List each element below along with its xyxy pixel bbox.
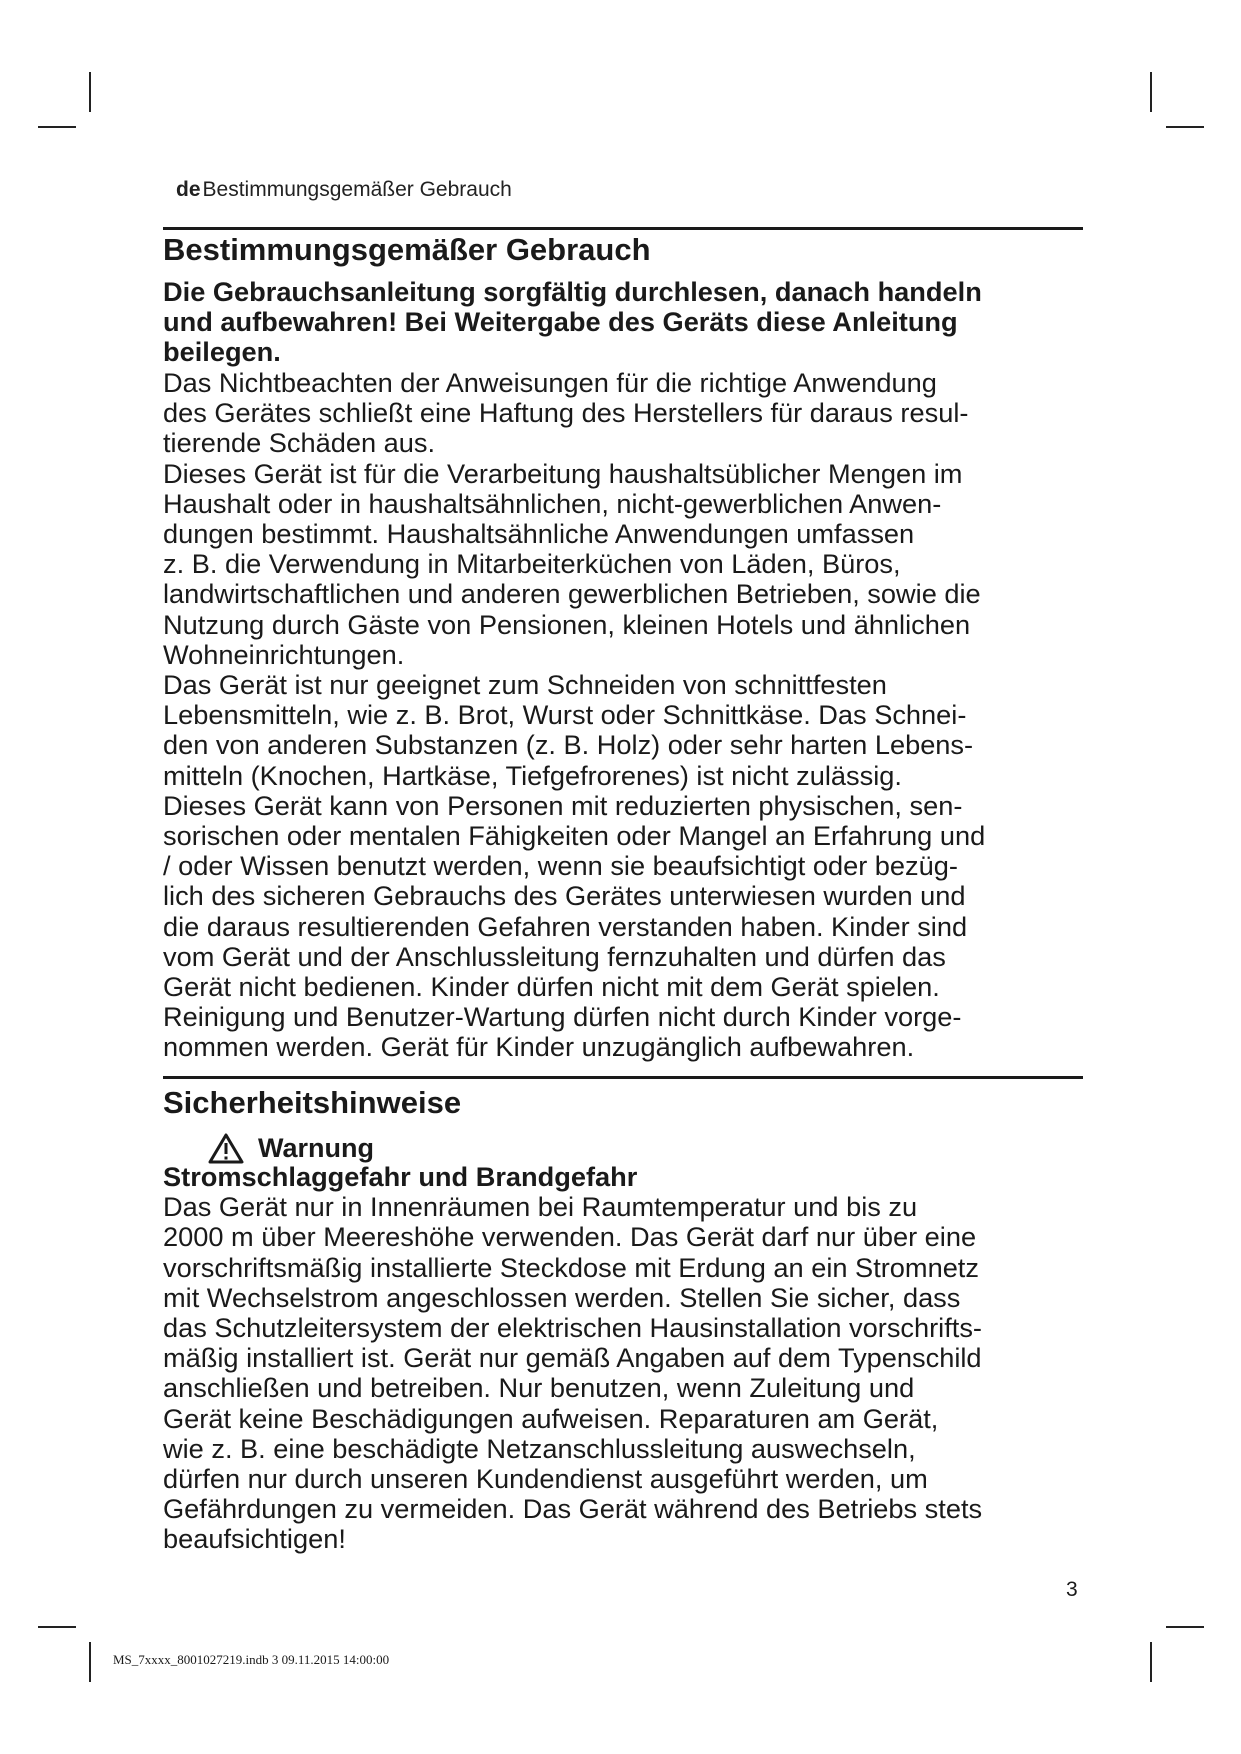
body-line: Dieses Gerät kann von Personen mit reduzierten physischen, sen- (163, 789, 963, 821)
body-line: wie z. B. eine beschädigte Netzanschlussleitung auswechseln, (163, 1432, 916, 1464)
crop-mark-top-right-vertical (1150, 72, 1152, 112)
body-line: Gerät keine Beschädigungen aufweisen. Reparaturen am Gerät, (163, 1402, 939, 1434)
hazard-block (163, 1162, 1093, 1555)
body-line: die daraus resultierenden Gefahren verstanden haben. Kinder sind (163, 910, 968, 942)
body-line: Nutzung durch Gäste von Pensionen, kleinen Hotels und ähnlichen (163, 608, 971, 640)
section-rule-2 (163, 1076, 1083, 1079)
body-line: mitteln (Knochen, Hartkäse, Tiefgefrorenes) ist nicht zulässig. (163, 759, 902, 791)
body-line: Das Gerät nur in Innenräumen bei Raumtemperatur und bis zu (163, 1191, 918, 1223)
body-line: vorschriftsmäßig installierte Steckdose mit Erdung an ein Stromnetz (163, 1251, 979, 1283)
running-title: Bestimmungsgemäßer Gebrauch (202, 178, 512, 201)
intro-line: beilegen. (163, 336, 281, 368)
body-line: mit Wechselstrom angeschlossen werden. Stellen Sie sicher, dass (163, 1281, 961, 1313)
body-line: Das Nichtbeachten der Anweisungen für die richtige Anwendung (163, 367, 937, 398)
crop-mark-bottom-left-horizontal (38, 1626, 76, 1628)
body-line: dungen bestimmt. Haushaltsähnliche Anwendungen umfassen (163, 518, 915, 550)
usage-intro (163, 277, 1093, 368)
body-line: den von anderen Substanzen (z. B. Holz) oder sehr harten Lebens- (163, 729, 974, 761)
body-line: tierende Schäden aus. (163, 427, 436, 459)
intro-line: Die Gebrauchsanleitung sorgfältig durchlesen, danach handeln (163, 276, 982, 307)
body-line: dürfen nur durch unseren Kundendienst ausgeführt werden, um (163, 1463, 928, 1495)
body-line: Lebensmitteln, wie z. B. Brot, Wurst oder Schnittkäse. Das Schnei- (163, 699, 967, 731)
warning-label: Warnung (258, 1132, 374, 1163)
body-line: vom Gerät und der Anschlussleitung fernzuhalten und dürfen das (163, 940, 946, 972)
body-line: Gefährdungen zu vermeiden. Das Gerät während des Betriebs stets (163, 1493, 983, 1525)
body-line: nommen werden. Gerät für Kinder unzugänglich aufbewahren. (163, 1031, 915, 1063)
crop-mark-bottom-right-vertical (1150, 1642, 1152, 1682)
body-line: anschließen und betreiben. Nur benutzen, wenn Zuleitung und (163, 1372, 915, 1404)
body-line: beaufsichtigen! (163, 1523, 346, 1555)
body-line: landwirtschaftlichen und anderen gewerblichen Betrieben, sowie die (163, 578, 981, 610)
crop-mark-bottom-right-horizontal (1166, 1626, 1204, 1628)
body-line: z. B. die Verwendung in Mitarbeiterküchen von Läden, Büros, (163, 548, 901, 580)
body-line: lich des sicheren Gebrauchs des Gerätes unterwiesen wurden und (163, 880, 966, 912)
page-number: 3 (1066, 1578, 1078, 1601)
warning-heading (208, 1132, 374, 1164)
warning-triangle-icon (208, 1132, 244, 1164)
body-line: Wohneinrichtungen. (163, 638, 405, 670)
body-line: Das Gerät ist nur geeignet zum Schneiden von schnittfesten (163, 669, 887, 701)
body-line: / oder Wissen benutzt werden, wenn sie beaufsichtigt oder bezüg- (163, 850, 958, 882)
section-rule-1 (163, 227, 1083, 230)
running-header (176, 178, 512, 202)
body-line: mäßig installiert ist. Gerät nur gemäß Angaben auf dem Typenschild (163, 1342, 982, 1374)
body-line: 2000 m über Meereshöhe verwenden. Das Gerät darf nur über eine (163, 1221, 977, 1253)
body-line: Haushalt oder in haushaltsähnlichen, nicht-gewerblichen Anwen- (163, 487, 942, 519)
body-line: des Gerätes schließt eine Haftung des Herstellers für daraus resul- (163, 397, 969, 429)
body-line: Dieses Gerät ist für die Verarbeitung haushaltsüblicher Mengen im (163, 457, 963, 489)
body-line: sorischen oder mentalen Fähigkeiten oder Mangel an Erfahrung und (163, 820, 986, 852)
crop-mark-top-right-horizontal (1166, 126, 1204, 128)
crop-mark-top-left-vertical (89, 72, 91, 112)
section-title-safety: Sicherheitshinweise (163, 1085, 462, 1120)
crop-mark-bottom-left-vertical (89, 1642, 91, 1682)
crop-mark-top-left-horizontal (38, 126, 76, 128)
hazard-title: Stromschlaggefahr und Brandgefahr (163, 1161, 638, 1192)
language-code: de (176, 178, 201, 201)
section-title-usage: Bestimmungsgemäßer Gebrauch (163, 232, 651, 267)
body-line: das Schutzleitersystem der elektrischen Hausinstallation vorschrifts- (163, 1312, 982, 1344)
body-line: Gerät nicht bedienen. Kinder dürfen nicht mit dem Gerät spielen. (163, 971, 940, 1003)
body-line: Reinigung und Benutzer-Wartung dürfen nicht durch Kinder vorge- (163, 1001, 962, 1033)
print-footer: MS_7xxxx_8001027219.indb 3 09.11.2015 14:00:00 (113, 1652, 390, 1667)
intro-line: und aufbewahren! Bei Weitergabe des Geräts diese Anleitung (163, 306, 958, 338)
usage-body (163, 368, 1093, 1063)
